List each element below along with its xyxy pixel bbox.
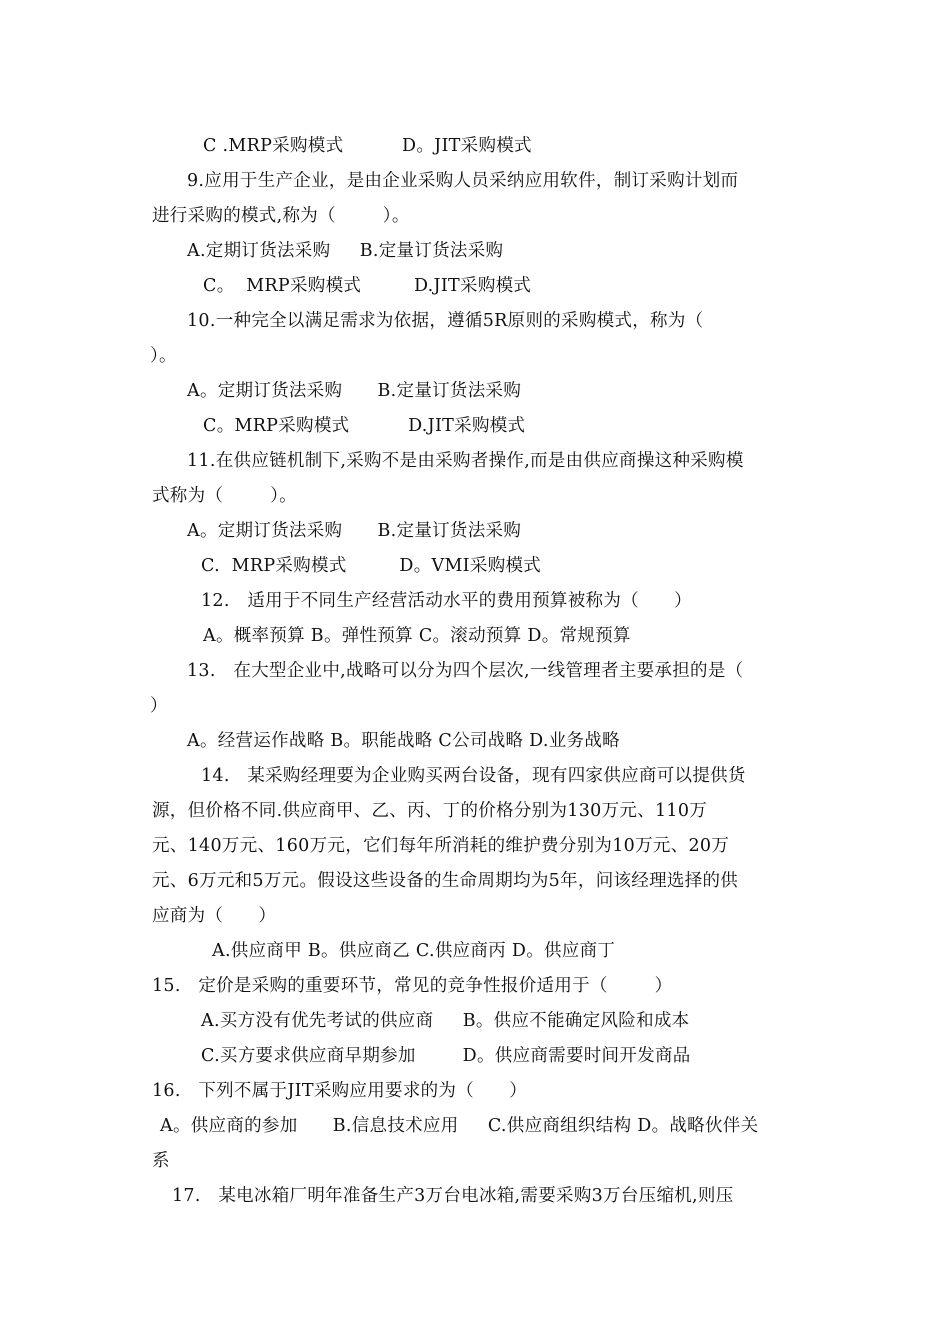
text-line: 源，但价格不同.供应商甲、乙、丙、丁的价格分别为130万元、110万 bbox=[152, 801, 708, 821]
question-11: 11.在供应链机制下,采购不是由采购者操作,而是由供应商操这种采购模 bbox=[187, 451, 744, 471]
question-10: 10.一种完全以满足需求为依据，遵循5R原则的采购模式，称为（ bbox=[187, 311, 704, 331]
text-line: 元、140万元、160万元，它们每年所消耗的维护费分别为10万元、20万 bbox=[152, 836, 730, 856]
text-line: ） bbox=[150, 696, 168, 716]
option-line: C. MRP采购模式 D。VMI采购模式 bbox=[201, 556, 542, 576]
text-line: 进行采购的模式,称为（ ）。 bbox=[152, 206, 410, 226]
option-line: A。定期订货法采购 B.定量订货法采购 bbox=[187, 381, 522, 401]
option-line: A.定期订货法采购 B.定量订货法采购 bbox=[187, 241, 504, 261]
text-line: C .MRP采购模式 D。JIT采购模式 bbox=[203, 136, 532, 156]
text-line: 元、6万元和5万元。假设这些设备的生命周期均为5年，问该经理选择的供 bbox=[152, 871, 739, 891]
text-line: 式称为（ ）。 bbox=[152, 486, 297, 506]
question-9: 9.应用于生产企业，是由企业采购人员采纳应用软件，制订采购计划而 bbox=[187, 171, 739, 191]
option-line: A。经营运作战略 B。职能战略 C公司战略 D.业务战略 bbox=[187, 731, 620, 751]
text-line: 系 bbox=[152, 1151, 170, 1171]
text-line: ）。 bbox=[150, 346, 177, 366]
question-12: 12. 适用于不同生产经营活动水平的费用预算被称为（ ） bbox=[201, 591, 692, 611]
option-line: A.买方没有优先考试的供应商 B。供应不能确定风险和成本 bbox=[201, 1011, 690, 1031]
option-line: C。MRP采购模式 D.JIT采购模式 bbox=[203, 416, 526, 436]
question-16: 16. 下列不属于JIT采购应用要求的为（ ） bbox=[152, 1081, 527, 1101]
question-15: 15. 定价是采购的重要环节，常见的竞争性报价适用于（ ） bbox=[152, 976, 673, 996]
question-14: 14. 某采购经理要为企业购买两台设备，现有四家供应商可以提供货 bbox=[201, 766, 746, 786]
option-line: C。 MRP采购模式 D.JIT采购模式 bbox=[203, 276, 532, 296]
text-line: 应商为（ ） bbox=[152, 906, 277, 926]
question-13: 13. 在大型企业中,战略可以分为四个层次,一线管理者主要承担的是（ bbox=[187, 661, 744, 681]
option-line: A。定期订货法采购 B.定量订货法采购 bbox=[187, 521, 522, 541]
option-line: C.买方要求供应商早期参加 D。供应商需要时间开发商品 bbox=[201, 1046, 691, 1066]
option-line: A。供应商的参加 B.信息技术应用 C.供应商组织结构 D。战略伙伴关 bbox=[160, 1116, 759, 1136]
question-17: 17. 某电冰箱厂明年准备生产3万台电冰箱,需要采购3万台压缩机,则压 bbox=[172, 1186, 734, 1206]
option-line: A。概率预算 B。弹性预算 C。滚动预算 D。常规预算 bbox=[203, 626, 631, 646]
option-line: A.供应商甲 B。供应商乙 C.供应商丙 D。供应商丁 bbox=[212, 941, 616, 961]
